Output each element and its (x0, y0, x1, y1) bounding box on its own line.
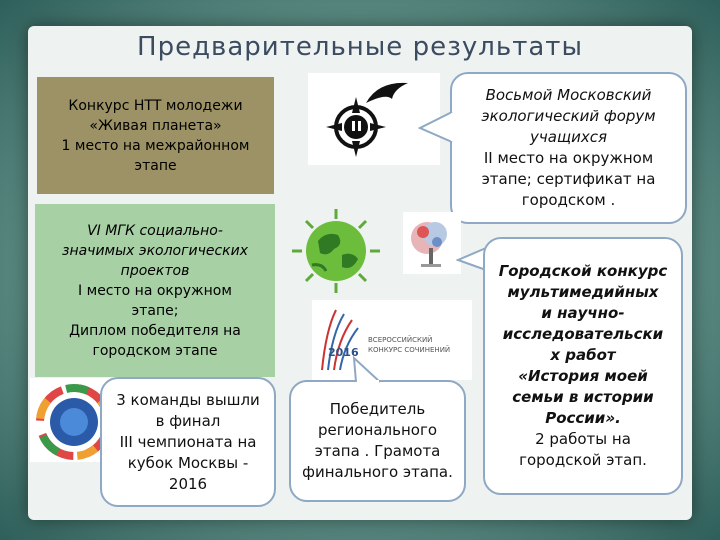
essay-logo-caption-2: КОНКУРС СОЧИНЕНИЙ (368, 346, 451, 354)
contest-line-1: Городской конкурс (498, 262, 668, 280)
contest-line-7: семьи в истории (512, 388, 654, 406)
contest-line-8: России». (545, 409, 621, 427)
teams-line-1: 3 команды вышли (116, 390, 260, 409)
contest-line-4: исследовательски (502, 325, 664, 343)
forum-line-4: II место на окружном (483, 149, 654, 167)
essay-logo-year: 2016 (328, 346, 359, 359)
green-line-6: Диплом победителя на (69, 322, 241, 339)
essay-logo-caption-1: ВСЕРОССИЙСКИЙ (368, 336, 433, 344)
forum-line-2: экологический форум (481, 107, 656, 125)
forum-line-3: учащихся (530, 128, 607, 146)
teams-line-3: III чемпионата на (119, 432, 257, 451)
contest-line-6: «История моей (518, 367, 648, 385)
forum-line-1: Восьмой Московский (485, 86, 652, 104)
olive-line-1: Конкурс НТТ молодежи (68, 97, 243, 114)
olive-line-2: «Живая планета» (89, 117, 222, 134)
slide-title: Предварительные результаты (137, 32, 583, 62)
teams-line-5: 2016 (168, 474, 208, 493)
green-line-7: городском этапе (92, 342, 218, 359)
eco-forum-bubble (450, 72, 687, 224)
forum-line-6: городском . (521, 191, 616, 209)
olive-line-4: этапе (134, 157, 177, 174)
essay-contest-logo (312, 300, 472, 380)
tree-icon (403, 212, 461, 274)
teams-line-4: кубок Москвы - (127, 453, 249, 472)
green-line-2: значимых экологических (62, 242, 248, 259)
family-history-logo (403, 212, 461, 274)
contest-line-10: городской этап. (519, 451, 647, 469)
teams-final-bubble (100, 377, 276, 507)
family-history-contest-bubble (483, 237, 683, 495)
globe-icon (282, 205, 390, 297)
forum-line-5: этапе; сертификат на (481, 170, 656, 188)
regional-winner-bubble (289, 380, 466, 502)
winner-line-1: Победитель (329, 400, 426, 418)
winner-line-3: этапа . Грамота (314, 442, 441, 460)
green-planet-logo (282, 205, 390, 297)
green-line-3: проектов (120, 262, 190, 279)
nttm-contest-box (37, 77, 274, 194)
contest-line-5: х работ (550, 346, 616, 364)
olive-line-3: 1 место на межрайонном (61, 137, 250, 154)
winner-line-4: финального этапа. (302, 463, 453, 481)
mgk-projects-box (35, 204, 275, 377)
green-line-4: I место на окружном (78, 282, 232, 299)
winner-line-2: регионального (317, 421, 438, 439)
green-line-5: этапе; (131, 302, 179, 319)
teams-line-2: в финал (155, 411, 221, 430)
contest-line-3: и научно- (541, 304, 625, 322)
winner-bubble-tail (350, 356, 390, 384)
green-line-1: VI МГК социально- (87, 222, 223, 239)
contest-line-9: 2 работы на (535, 430, 631, 448)
contest-line-2: мультимедийных (507, 283, 659, 301)
forum-bubble-tail (418, 108, 454, 148)
